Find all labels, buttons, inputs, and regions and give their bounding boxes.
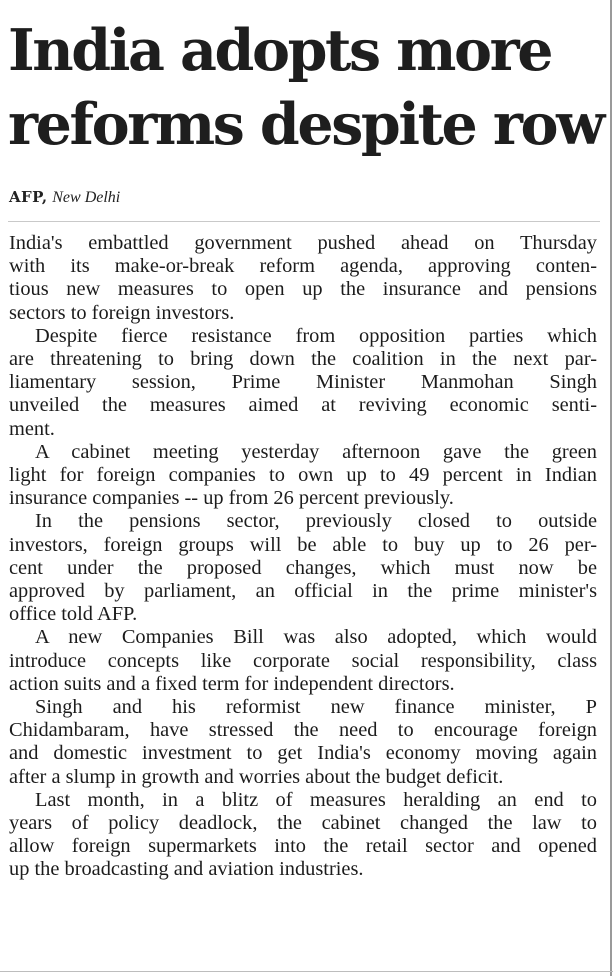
paragraph-line: tious new measures to open up the insurance and pensions — [9, 278, 597, 301]
paragraph-line: sectors to foreign investors. — [9, 301, 235, 324]
paragraph — [9, 626, 597, 696]
paragraph-line: cent under the proposed changes, which must now be — [9, 556, 597, 579]
byline — [9, 188, 120, 207]
headline — [8, 14, 604, 162]
article-body — [9, 232, 597, 882]
paragraph-line: after a slump in growth and worries about the budget deficit. — [9, 765, 504, 788]
paragraph-line: A new Companies Bill was also adopted, which would — [35, 626, 597, 649]
headline-line-1: India adopts more — [8, 17, 552, 84]
byline-agency: AFP, — [9, 188, 48, 206]
paragraph-line: up the broadcasting and aviation industries. — [9, 858, 364, 881]
paragraph-line: action suits and a fixed term for independent directors. — [9, 672, 455, 695]
byline-location: New Delhi — [52, 189, 121, 206]
paragraph-line: unveiled the measures aimed at reviving economic senti- — [9, 394, 597, 417]
paragraph — [9, 325, 597, 441]
paragraph — [9, 232, 597, 325]
byline-divider — [8, 221, 600, 222]
paragraph-line: with its make-or-break reform agenda, approving conten- — [9, 255, 597, 278]
paragraph-line: office told AFP. — [9, 603, 138, 626]
paragraph-line: India's embattled government pushed ahead on Thursday — [9, 232, 597, 254]
paragraph-line: ment. — [9, 417, 55, 440]
paragraph-line: investors, foreign groups will be able to buy up to 26 per- — [9, 533, 597, 556]
paragraph-line: Singh and his reformist new finance minister, P — [35, 696, 597, 719]
paragraph-line: In the pensions sector, previously closed to outside — [35, 510, 597, 533]
paragraph-line: allow foreign supermarkets into the retail sector and opened — [9, 835, 597, 858]
paragraph-line: and domestic investment to get India's economy moving again — [9, 742, 597, 765]
paragraph — [9, 510, 597, 626]
paragraph-line: insurance companies -- up from 26 percent previously. — [9, 487, 454, 510]
paragraph — [9, 441, 597, 511]
paragraph-line: A cabinet meeting yesterday afternoon gave the green — [35, 440, 597, 463]
paragraph-line: introduce concepts like corporate social responsibility, class — [9, 649, 597, 672]
column-edge-rule — [610, 0, 612, 976]
paragraph-line: approved by parliament, an official in the prime minister's — [9, 580, 597, 603]
paragraph-line: Chidambaram, have stressed the need to encourage foreign — [9, 719, 597, 742]
paragraph-line: light for foreign companies to own up to 49 percent in Indian — [9, 464, 597, 487]
clipping-bottom-edge — [0, 971, 613, 972]
headline-line-2: reforms despite row — [8, 91, 603, 158]
paragraph-line: Despite fierce resistance from opposition parties which — [35, 324, 597, 347]
paragraph-line: are threatening to bring down the coalition in the next par- — [9, 348, 597, 371]
paragraph — [9, 789, 597, 882]
paragraph-line: liamentary session, Prime Minister Manmohan Singh — [9, 371, 597, 394]
paragraph-line: Last month, in a blitz of measures heralding an end to — [35, 788, 597, 811]
paragraph-line: years of policy deadlock, the cabinet changed the law to — [9, 812, 597, 835]
paragraph — [9, 696, 597, 789]
